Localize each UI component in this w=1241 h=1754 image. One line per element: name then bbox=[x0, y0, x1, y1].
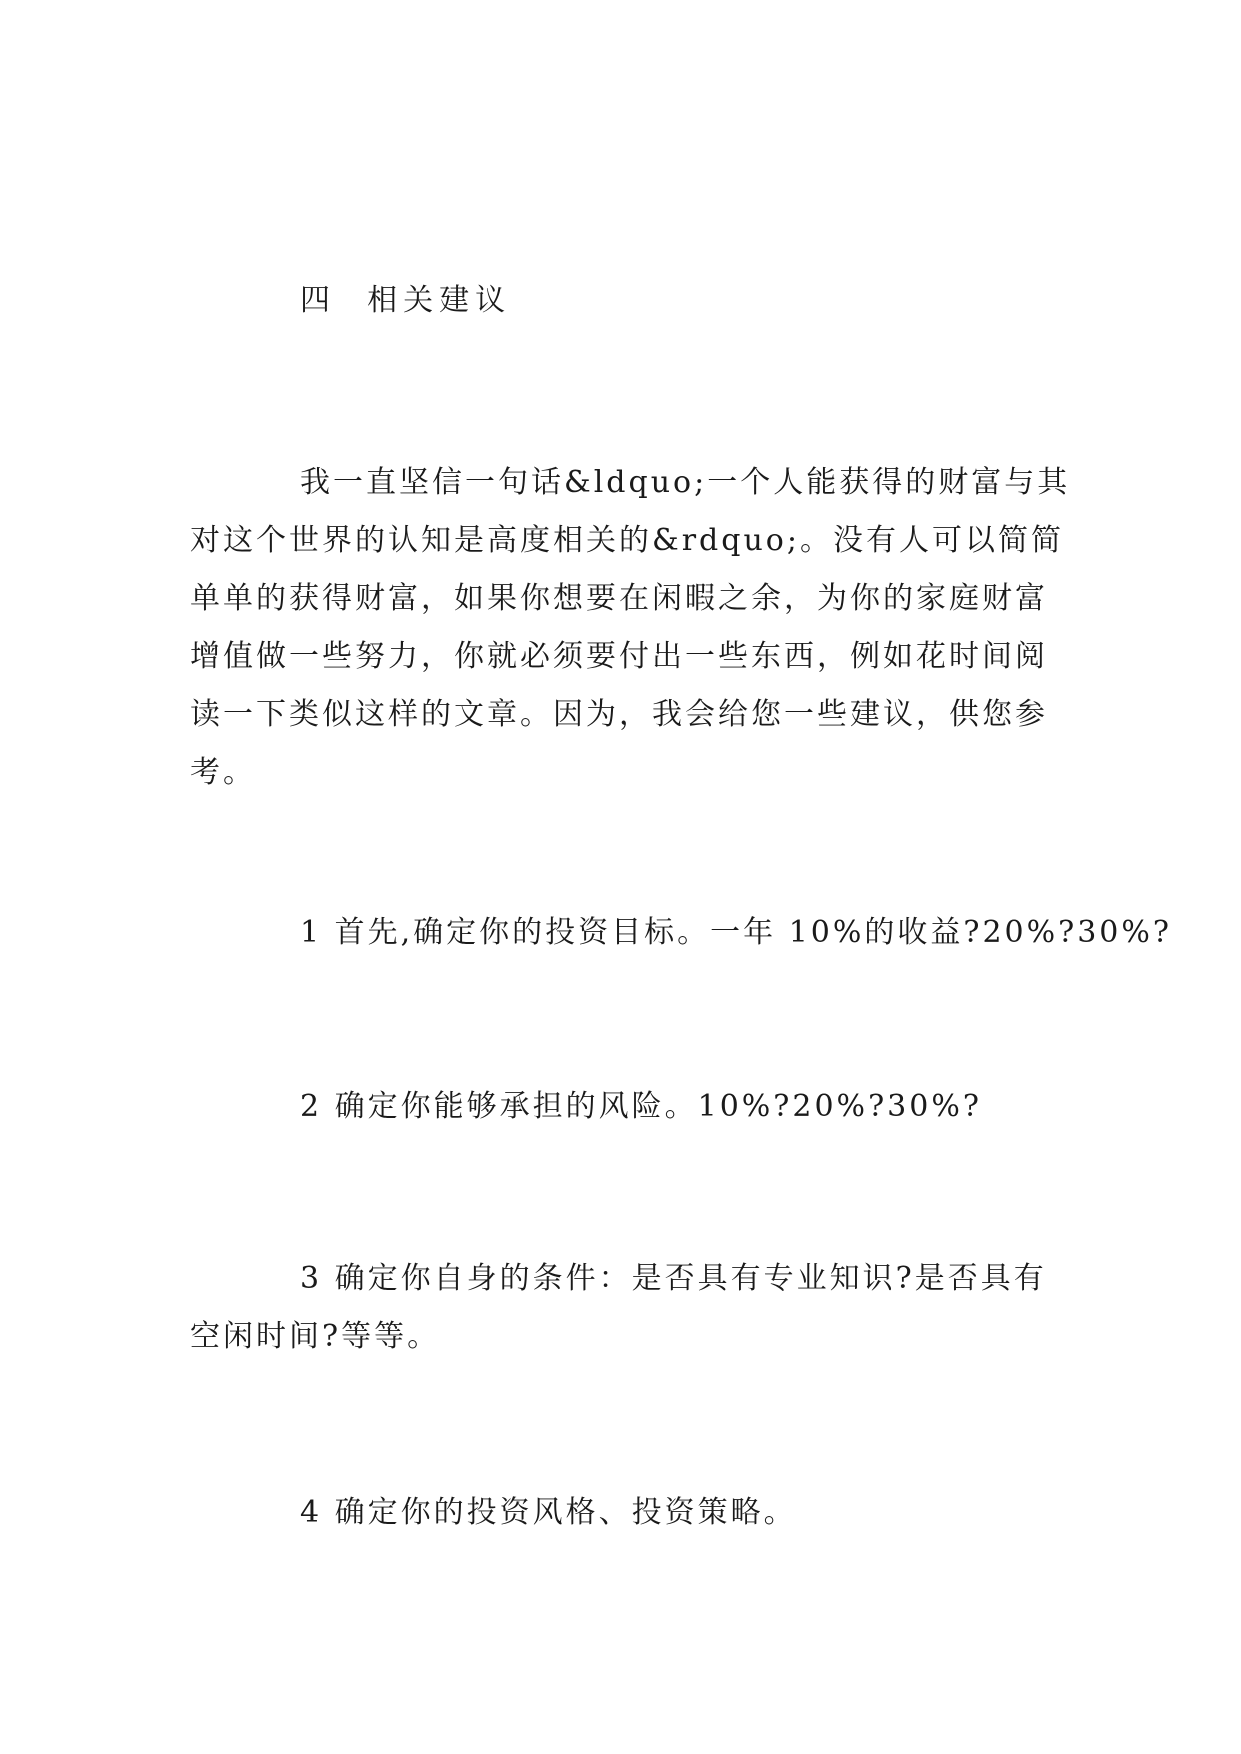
intro-paragraph bbox=[190, 454, 1071, 802]
suggestion-item-2 bbox=[190, 1078, 1050, 1136]
suggestion-text: 4 确定你的投资风格、投资策略。 bbox=[300, 1495, 797, 1530]
suggestion-item-4 bbox=[190, 1484, 1050, 1542]
paragraph-line: 读一下类似这样的文章。因为，我会给您一些建议，供您参 bbox=[190, 697, 1048, 732]
suggestion-item-1 bbox=[190, 904, 1172, 962]
paragraph-line: 增值做一些努力，你就必须要付出一些东西，例如花时间阅 bbox=[190, 639, 1048, 674]
suggestion-item-3 bbox=[190, 1250, 1050, 1366]
suggestion-text: 2 确定你能够承担的风险。10%?20%?30%? bbox=[300, 1089, 982, 1124]
paragraph-line: 我一直坚信一句话&ldquo;一个人能获得的财富与其 bbox=[300, 465, 1071, 500]
section-heading: 四 相关建议 bbox=[300, 283, 512, 318]
paragraph-line: 考。 bbox=[190, 755, 256, 790]
paragraph-line: 对这个世界的认知是高度相关的&rdquo;。没有人可以简简 bbox=[190, 523, 1064, 558]
suggestion-text: 1 首先,确定你的投资目标。一年 10%的收益?20%?30%? bbox=[300, 915, 1172, 950]
suggestion-text: 3 确定你自身的条件：是否具有专业知识?是否具有 bbox=[300, 1261, 1047, 1296]
suggestion-text: 空闲时间?等等。 bbox=[190, 1319, 441, 1354]
paragraph-line: 单单的获得财富，如果你想要在闲暇之余，为你的家庭财富 bbox=[190, 581, 1048, 616]
